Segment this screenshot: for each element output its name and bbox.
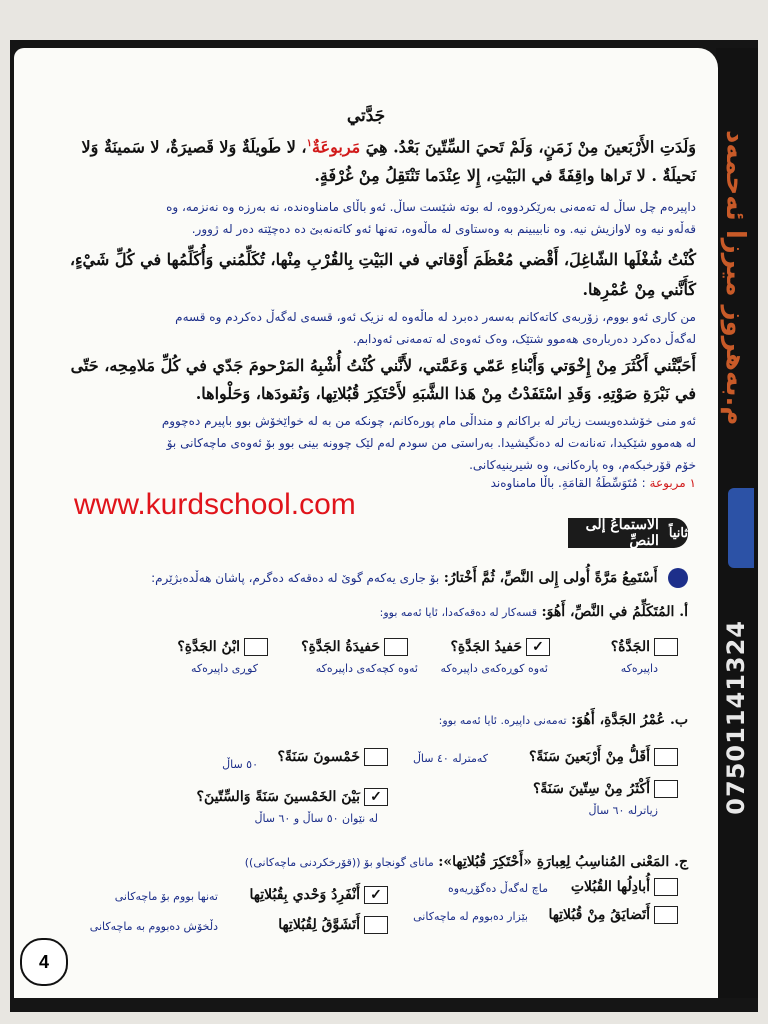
- checkbox[interactable]: ✓: [526, 638, 550, 656]
- option-text: أَتَشَوَّقُ لِقُبُلاتِها: [278, 917, 360, 933]
- footnote-definition: : مُتَوَسِّطَةُ القامَةِ. باڵا مامناوەند: [490, 476, 646, 490]
- option-a2-kurdish: ئەوە کوڕەکەی داپیرەکە: [440, 662, 548, 675]
- checkbox[interactable]: [654, 748, 678, 766]
- question-c-kurdish: ماناى گونجاو بۆ ((قۆرخکردنی ماچەکانی)): [244, 856, 434, 869]
- paragraph-1-line-2: نَحيلَةٌ . لا تَراها واقِفَةً في البَيْتِ، إِلا عِنْدَما تَنْتَقِلُ مِنْ غُرْفَةٍ.: [314, 166, 696, 185]
- highlight-word: مَربوعَةٌ: [311, 137, 361, 157]
- option-text: حَفيدُ الجَدَّةِ؟: [450, 639, 522, 655]
- option-a4-kurdish: کوڕی داپیرەکە: [190, 662, 258, 675]
- checkbox[interactable]: [654, 638, 678, 656]
- option-text: الجَدَّةُ؟: [610, 639, 650, 655]
- question-1-arabic: أَسْتَمِعُ مَرَّةً أُولى إِلى النَّصِّ، ثُمَّ أَخْتارُ:: [443, 570, 658, 586]
- translation-3-line-2: لە هەموو شێکیدا، تەنانەت لە دەنگیشیدا. بەراستی من سودم لەم لێک چوونە بینی بوو بۆ ئەوەی ماچەکانی بۆ: [166, 436, 696, 450]
- question-c: [28, 854, 688, 870]
- option-text: خَمْسونَ سَنَةً؟: [277, 749, 360, 765]
- paragraph-3-line-1: أَحَبَّتْني أَكْثَرَ مِنْ إِخْوَتي وَأَبْناءِ عَمّي وَعَمَّتي، لأَنَّني كُنْتُ أُشْبِهُ المَرْحومَ جَدّي في كُلِّ مَلامِحِه، حَتّى: [70, 356, 696, 375]
- question-number-icon: [668, 568, 688, 588]
- option-b4[interactable]: [197, 788, 388, 806]
- book-page: [14, 48, 718, 998]
- translation-2-line-2: لەگەڵ دەکرد دەربارەی هەموو شتێک، وەک ئەوەی لە تەمەنی ئەودابم.: [352, 332, 696, 346]
- paragraph-1-text-end: ، لا طَويلَةٌ وَلا قَصيرَةٌ، لا سَمينَةٌ وَلا: [81, 137, 307, 157]
- option-c2-kurdish: تەنها بووم بۆ ماچەکانی: [114, 890, 218, 903]
- option-a1-kurdish: داپیرەکە: [620, 662, 658, 675]
- question-a-kurdish: قسەکار لە دەقەکەدا، ئایا ئەمە بوو:: [379, 606, 538, 619]
- option-text: أَكْثَرُ مِنْ سِتّينَ سَنَةً؟: [532, 781, 650, 797]
- option-a2[interactable]: [451, 638, 551, 656]
- translation-1-line-2: قەڵەو نیە وە لاوازیش نیە. وە نابیبینم بە وەستاوی لە ماڵەوە، تەنها ئەو کاتەنەبێ دە دەچێتە دەر لە ژوور.: [191, 222, 696, 236]
- option-text: ابْنُ الجَدَّةِ؟: [177, 639, 240, 655]
- option-text: حَفيدَةُ الجَدَّةِ؟: [301, 639, 380, 655]
- watermark-url: www.kurdschool.com: [74, 488, 356, 521]
- option-b3-kurdish: زیاترلە ٦٠ ساڵ: [588, 804, 658, 817]
- paragraph-2-line-1: كُنْتُ شُغْلَها الشّاغِلَ، أَقْضي مُعْظَمَ أَوْقاتي في البَيْتِ بِالقُرْبِ مِنْها، تُكَلِّمُني وَأُكَلِّمُها في كُلِّ شَيْءٍ،: [69, 250, 696, 269]
- option-c2[interactable]: [250, 886, 388, 904]
- translation-2-line-1: من کاری ئەو بووم، زۆربەی کاتەکانم بەسەر دەبرد لە ماڵەوە لە نزیک ئەو، قسەی لەگەڵ دەکردم وە قسەم: [175, 310, 696, 324]
- option-c1-kurdish: ماچ لەگەڵ دەگۆڕیەوە: [447, 882, 548, 895]
- author-phone: 07501141324: [722, 620, 750, 815]
- translation-3-line-1: ئەو منی خۆشدەویست زیاتر لە براکانم و منداڵی مام پورەکانم، چونکە من بە لە خواێخۆش بوو باپیرم دەچووم: [161, 414, 696, 428]
- checkbox[interactable]: [364, 916, 388, 934]
- checkbox[interactable]: [654, 906, 678, 924]
- question-b-label: ب. عُمْرُ الجَدَّةِ، أَهُوَ:: [571, 712, 688, 728]
- option-a1[interactable]: [611, 638, 678, 656]
- section-heading: [568, 518, 688, 548]
- checkbox[interactable]: [244, 638, 268, 656]
- footnote-mark: ١: [306, 138, 312, 149]
- checkbox[interactable]: ✓: [364, 788, 388, 806]
- author-name: م.بەهروز میرزا ئەحمەد: [720, 130, 750, 426]
- checkbox[interactable]: [384, 638, 408, 656]
- option-a3[interactable]: [301, 638, 408, 656]
- section-number: ثانياً: [668, 525, 688, 541]
- question-b: [28, 712, 688, 728]
- checkbox[interactable]: [654, 780, 678, 798]
- option-b4-kurdish: لە نێوان ٥٠ ساڵ و ٦٠ ساڵ: [254, 812, 378, 825]
- option-b1-kurdish: کەمترلە ٤٠ ساڵ: [412, 752, 488, 765]
- footnote-number: ١: [689, 476, 696, 490]
- question-1: [28, 568, 688, 588]
- paragraph-3-line-2: في نَبْرَةِ صَوْتِهِ. وَقَدِ اسْتَفَدْتُ مِنْ هَذا الشَّبَهِ لأَحْتَكِرَ قُبُلاتِها، وَنُقودَها، وَحَلْواها.: [195, 384, 696, 403]
- option-text: أَنْفَرِدُ وَحْدي بِقُبُلاتِها: [249, 887, 360, 903]
- option-b3[interactable]: [533, 780, 678, 798]
- side-tab: [728, 488, 754, 568]
- translation-3-line-3: خۆم قۆرخبکەم، وە پارەکانی، وە شیرینیەکانی.: [469, 458, 696, 472]
- paragraph-1-line-1: [28, 130, 696, 160]
- footnote-word: مربوعة: [649, 476, 686, 490]
- checkbox[interactable]: [654, 878, 678, 896]
- option-text: أُبادِلُها القُبُلاتِ: [570, 879, 650, 895]
- option-text: بَيْنَ الخَمْسينَ سَنَةً وَالسِّتّينَ؟: [196, 789, 360, 805]
- option-b2-kurdish: ٥٠ ساڵ: [222, 758, 258, 771]
- page-number: 4: [20, 938, 68, 986]
- question-c-label: ج. المَعْنى المُناسِبُ لِعِبارَةِ «أَحْتَكِرَ قُبُلاتِها»:: [438, 854, 688, 870]
- page-title: جَدَّتي: [346, 106, 386, 126]
- option-a3-kurdish: ئەوە کچەکەی داپیرەکە: [315, 662, 418, 675]
- option-text: أَقَلُّ مِنْ أَرْبَعينَ سَنَةً؟: [528, 749, 650, 765]
- option-c3[interactable]: [548, 906, 678, 924]
- option-c4-kurdish: دڵخۆش دەبووم بە ماچەکانی: [89, 920, 218, 933]
- option-a4[interactable]: [177, 638, 268, 656]
- translation-1-line-1: داپیرەم چل ساڵ لە تەمەنی بەرێکردووە، لە بوتە شێست ساڵ. ئەو باڵای مامناوەندە، نە بەرزە وە نەنزمە، وە: [166, 200, 696, 214]
- checkbox[interactable]: ✓: [364, 886, 388, 904]
- question-a-label: أ. المُتَكَلِّمُ في النَّصِّ، أَهُوَ:: [541, 604, 688, 620]
- paragraph-1-text: وَلَدَتِ الأَرْبَعينَ مِنْ زَمَنٍ، وَلَمْ تَحيَ السِّتّينَ بَعْدُ. هِيَ: [360, 137, 696, 157]
- question-a: [28, 604, 688, 620]
- option-c1[interactable]: [571, 878, 678, 896]
- checkbox[interactable]: [364, 748, 388, 766]
- question-1-kurdish: بۆ جاری یەکەم گوێ لە دەقەکە دەگرم، پاشان هەڵدەبژێرم:: [151, 571, 440, 585]
- option-c4[interactable]: [278, 916, 388, 934]
- section-title: الاستماعُ إلى النصِّ: [585, 517, 659, 549]
- option-text: أَتَضايَقُ مِنْ قُبُلاتِها: [548, 907, 650, 923]
- question-b-kurdish: تەمەنی داپیرە. ئایا ئەمە بوو:: [438, 714, 567, 727]
- option-b2[interactable]: [277, 748, 388, 766]
- option-c3-kurdish: بێزار دەبووم لە ماچەکانی: [413, 910, 528, 923]
- option-b1[interactable]: [529, 748, 678, 766]
- paragraph-2-line-2: كَأَنَّني مِنْ عُمْرِها.: [582, 280, 696, 299]
